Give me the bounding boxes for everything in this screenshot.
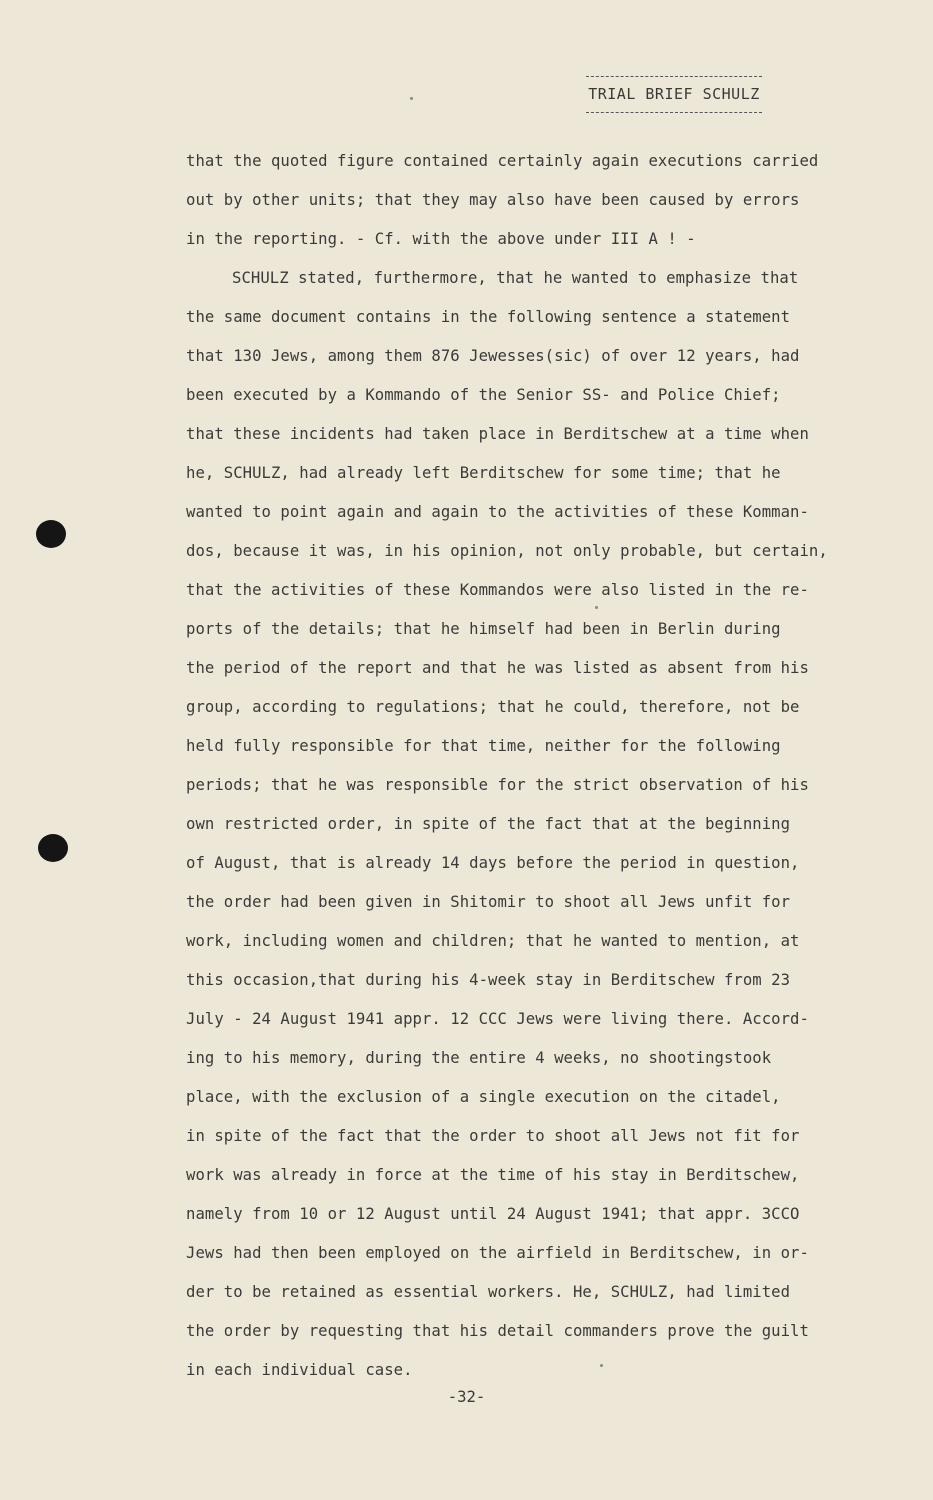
header-rule-bottom: [586, 112, 762, 113]
text-line: that the quoted figure contained certainly again executions carried: [186, 152, 819, 170]
text-line: ing to his memory, during the entire 4 weeks, no shootingstook: [186, 1049, 772, 1067]
header-title: TRIAL BRIEF SCHULZ: [588, 85, 760, 103]
text-line: the order had been given in Shitomir to shoot all Jews unfit for: [186, 893, 791, 911]
text-line: the period of the report and that he was listed as absent from his: [186, 659, 809, 677]
text-line: that these incidents had taken place in Berditschew at a time when: [186, 425, 809, 443]
paper-speck: [410, 97, 413, 100]
text-line: Jews had then been employed on the airfield in Berditschew, in or-: [186, 1244, 809, 1262]
text-line: SCHULZ stated, furthermore, that he wanted to emphasize that: [232, 269, 799, 287]
text-line: ports of the details; that he himself had been in Berlin during: [186, 620, 781, 638]
text-line: in each individual case.: [186, 1361, 413, 1379]
body-text: [186, 142, 846, 1390]
punch-hole: [36, 520, 66, 548]
text-line: place, with the exclusion of a single execution on the citadel,: [186, 1088, 781, 1106]
text-line: been executed by a Kommando of the Senior SS- and Police Chief;: [186, 386, 781, 404]
text-line: group, according to regulations; that he could, therefore, not be: [186, 698, 800, 716]
text-line: that 130 Jews, among them 876 Jewesses(sic) of over 12 years, had: [186, 347, 800, 365]
text-line: der to be retained as essential workers. He, SCHULZ, had limited: [186, 1283, 791, 1301]
text-line: work, including women and children; that he wanted to mention, at: [186, 932, 800, 950]
text-line: in the reporting. - Cf. with the above under III A ! -: [186, 230, 696, 248]
text-line: that the activities of these Kommandos were also listed in the re-: [186, 581, 809, 599]
text-line: July - 24 August 1941 appr. 12 CCC Jews were living there. Accord-: [186, 1010, 809, 1028]
page-header: [586, 76, 762, 113]
text-line: he, SCHULZ, had already left Berditschew for some time; that he: [186, 464, 781, 482]
text-line: dos, because it was, in his opinion, not only probable, but certain,: [186, 542, 828, 560]
text-line: out by other units; that they may also have been caused by errors: [186, 191, 800, 209]
text-line: the same document contains in the following sentence a statement: [186, 308, 791, 326]
text-line: the order by requesting that his detail commanders prove the guilt: [186, 1322, 809, 1340]
paper-speck: [595, 606, 598, 609]
page-number: -32-: [447, 1388, 486, 1406]
text-line: wanted to point again and again to the activities of these Komman-: [186, 503, 809, 521]
punch-hole: [38, 834, 68, 862]
paper-speck: [600, 1364, 603, 1367]
text-line: work was already in force at the time of his stay in Berditschew,: [186, 1166, 800, 1184]
text-line: of August, that is already 14 days before the period in question,: [186, 854, 800, 872]
text-line: periods; that he was responsible for the strict observation of his: [186, 776, 809, 794]
text-line: own restricted order, in spite of the fact that at the beginning: [186, 815, 791, 833]
text-line: held fully responsible for that time, neither for the following: [186, 737, 781, 755]
text-line: namely from 10 or 12 August until 24 August 1941; that appr. 3CCO: [186, 1205, 800, 1223]
text-line: this occasion,that during his 4-week stay in Berditschew from 23: [186, 971, 791, 989]
text-line: in spite of the fact that the order to shoot all Jews not fit for: [186, 1127, 800, 1145]
